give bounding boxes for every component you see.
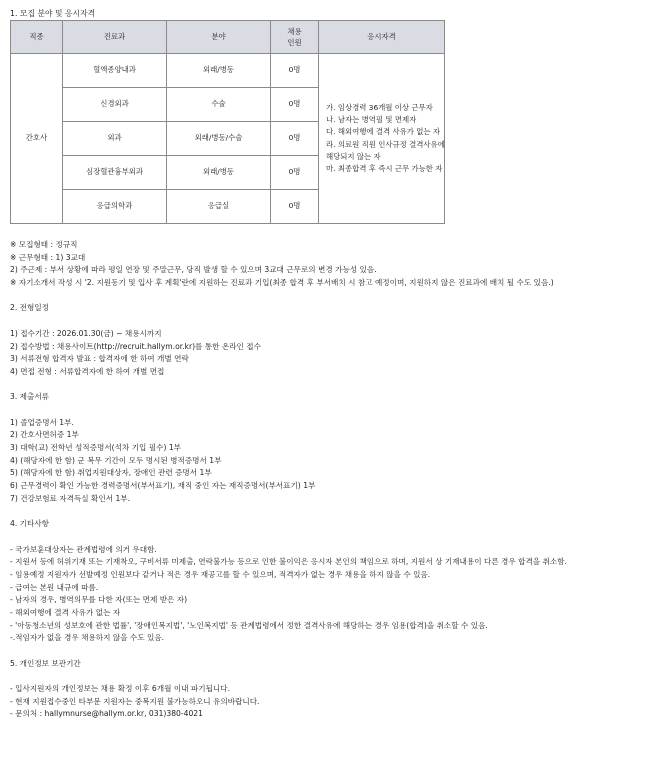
count-cell: 0명 bbox=[271, 190, 319, 224]
privacy-item: - 현재 지원접수중인 타부문 지원자는 중복지원 불가능하오니 유의바랍니다. bbox=[10, 696, 260, 706]
qualification-line: 해당되지 않는 자 bbox=[326, 151, 381, 161]
field-cell: 외래/병동 bbox=[167, 54, 271, 88]
section-title-recruitment: 1. 모집 분야 및 응시자격 bbox=[10, 9, 96, 18]
header-job-type: 직종 bbox=[11, 21, 63, 54]
dept-cell: 심장혈관흉부외과 bbox=[63, 156, 167, 190]
header-qualifications: 응시자격 bbox=[319, 21, 445, 54]
note-line: ※ 모집형태 : 정규직 bbox=[10, 240, 78, 249]
document-item: 1) 졸업증명서 1부. bbox=[10, 417, 74, 427]
dept-cell: 혈액종양내과 bbox=[63, 54, 167, 88]
qualification-line: 라. 의료원 직원 인사규정 결격사유에 bbox=[326, 139, 445, 149]
document-item: 6) 근무경력이 확인 가능한 경력증명서(부서표기), 재직 중인 자는 재직증명서(부서표기) 1부 bbox=[10, 481, 316, 491]
document-item: 7) 건강보험료 자격득실 확인서 1부. bbox=[10, 493, 131, 503]
field-cell: 응급실 bbox=[167, 190, 271, 224]
count-cell: 0명 bbox=[271, 88, 319, 122]
field-cell: 외래/병동 bbox=[167, 156, 271, 190]
privacy-item: - 문의처 : hallymnurse@hallym.or.kr, 031)380-4021 bbox=[10, 709, 203, 719]
note-line: ※ 자기소개서 작성 시 '2. 지원동기 및 입사 후 계획'란에 지원하는 진료과 기입(최종 합격 후 부서배치 시 참고 예정이며, 지원하지 않은 진료과에 배치 될 수도 있음.) bbox=[10, 278, 554, 288]
other-item: - 임용예정 지원자가 선발예정 인원보다 같거나 적은 경우 재공고를 할 수 있으며, 적격자가 없는 경우 채용을 하지 않을 수 있음. bbox=[10, 569, 431, 579]
section-title-documents: 3. 제출서류 bbox=[10, 392, 50, 402]
header-department: 진료과 bbox=[63, 21, 167, 54]
qualifications-cell bbox=[319, 54, 445, 224]
qualification-line: 마. 최종합격 후 즉시 근무 가능한 자 bbox=[326, 163, 443, 173]
other-item: - 급여는 본원 내규에 따름. bbox=[10, 582, 99, 592]
dept-cell: 신경외과 bbox=[63, 88, 167, 122]
section-title-other: 4. 기타사항 bbox=[10, 519, 50, 529]
field-cell: 외래/병동/수술 bbox=[167, 122, 271, 156]
recruitment-notes bbox=[10, 239, 658, 290]
privacy-item: - 입사지원자의 개인정보는 채용 확정 이후 6개월 이내 파기됩니다. bbox=[10, 684, 231, 694]
job-type-cell: 간호사 bbox=[11, 54, 63, 224]
header-field: 분야 bbox=[167, 21, 271, 54]
document-item: 5) (해당자에 한 함) 취업지원대상자, 장애인 관련 증명서 1부 bbox=[10, 468, 212, 478]
note-line: ※ 근무형태 : 1) 3교대 bbox=[10, 252, 86, 262]
section-title-privacy: 5. 개인정보 보관기간 bbox=[10, 658, 81, 668]
schedule-item: 1) 접수기간 : 2026.01.30(금) ~ 채용시까지 bbox=[10, 328, 162, 338]
other-item: - 국가보훈대상자는 관계법령에 의거 우대함. bbox=[10, 544, 157, 554]
other-item: - 남자의 경우, 병역의무를 다한 자(또는 면제 받은 자) bbox=[10, 595, 188, 605]
document-item: 4) (해당자에 한 함) 군 복무 기간이 모두 명시된 병적증명서 1부 bbox=[10, 455, 222, 465]
other-item: -.적임자가 없을 경우 채용하지 않을 수도 있음. bbox=[10, 633, 165, 643]
section-title-schedule: 2. 전형일정 bbox=[10, 303, 50, 313]
schedule-item: 2) 접수방법 : 채용사이트(http://recruit.hallym.or.kr)를 통한 온라인 접수 bbox=[10, 341, 261, 351]
qualification-line: 가. 임상경력 36개월 이상 근무자 bbox=[326, 102, 433, 112]
table-row bbox=[11, 54, 445, 88]
count-cell: 0명 bbox=[271, 122, 319, 156]
qualification-line: 나. 남자는 병역필 및 면제자 bbox=[326, 115, 417, 125]
dept-cell: 응급의학과 bbox=[63, 190, 167, 224]
header-hiring-count: 채용 인원 bbox=[271, 21, 319, 54]
dept-cell: 외과 bbox=[63, 122, 167, 156]
schedule-item: 3) 서류전형 합격자 발표 : 합격자에 한 하여 개별 연락 bbox=[10, 354, 189, 364]
document-item: 3) 대학(교) 전학년 성적증명서(석차 기입 필수) 1부 bbox=[10, 443, 181, 452]
qualification-line: 다. 해외여행에 결격 사유가 없는 자 bbox=[326, 127, 441, 137]
count-cell: 0명 bbox=[271, 156, 319, 190]
document-item: 2) 간호사면허증 1부 bbox=[10, 430, 79, 440]
other-item: - '아동청소년의 성보호에 관한 법률', '장애인복지법', '노인복지법' 등 관계법령에서 정한 결격사유에 해당하는 경우 임용(합격)을 취소할 수 있음. bbox=[10, 620, 488, 630]
field-cell: 수술 bbox=[167, 88, 271, 122]
note-line: 2) 주근제 : 부서 상황에 따라 평일 연장 및 주말근무, 당직 발생 할 수 있으며 3교대 근무로의 변경 가능성 있음. bbox=[10, 265, 377, 275]
count-cell: 0명 bbox=[271, 54, 319, 88]
other-item: - 지원서 등에 허위기재 또는 기재착오, 구비서류 미제출, 연락불가능 등으로 인한 불이익은 응시자 본인의 책임으로 하며, 지원서 상 기재내용이 다른 경우 합격을 취소함. bbox=[10, 557, 567, 567]
table-header-row bbox=[11, 21, 445, 54]
recruitment-table bbox=[10, 20, 445, 224]
schedule-item: 4) 면접 전형 : 서류합격자에 한 하여 개별 면접 bbox=[10, 366, 165, 376]
other-item: - 해외여행에 결격 사유가 없는 자 bbox=[10, 607, 121, 617]
